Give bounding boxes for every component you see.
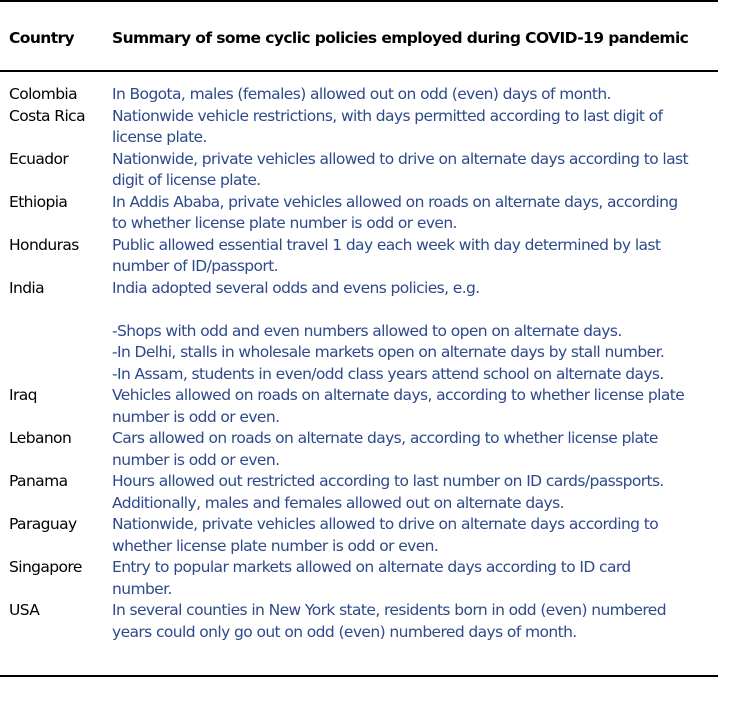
table-row bbox=[0, 192, 718, 235]
summary-line: Nationwide, private vehicles allowed to drive on alternate days according to bbox=[112, 515, 659, 533]
table-header-row bbox=[0, 24, 718, 54]
country-cell: India bbox=[9, 278, 45, 297]
country-cell: Ethiopia bbox=[9, 192, 68, 211]
country-cell: Colombia bbox=[9, 85, 78, 103]
summary-line: number. bbox=[112, 579, 172, 598]
summary-cell bbox=[112, 84, 718, 106]
country-cell: Costa Rica bbox=[9, 106, 85, 125]
country-cell: Honduras bbox=[9, 235, 79, 254]
country-cell: Singapore bbox=[9, 558, 82, 576]
summary-line: to whether license plate number is odd or even. bbox=[112, 214, 457, 232]
summary-cell bbox=[112, 600, 718, 643]
summary-line: -Shops with odd and even numbers allowed to open on alternate days. bbox=[112, 321, 622, 340]
summary-line: digit of license plate. bbox=[112, 171, 261, 189]
summary-line: Nationwide, private vehicles allowed to drive on alternate days according to last bbox=[112, 149, 688, 168]
summary-line: -In Assam, students in even/odd class years attend school on alternate days. bbox=[112, 364, 664, 383]
summary-line: Entry to popular markets allowed on alternate days according to ID card bbox=[112, 558, 631, 576]
table-row bbox=[0, 278, 718, 386]
table-row bbox=[0, 471, 718, 514]
summary-line: In several counties in New York state, residents born in odd (even) numbered bbox=[112, 601, 666, 619]
summary-cell bbox=[112, 278, 718, 386]
summary-line: number is odd or even. bbox=[112, 407, 280, 426]
summary-line: -In Delhi, stalls in wholesale markets open on alternate days by stall number. bbox=[112, 343, 665, 361]
summary-cell bbox=[112, 149, 718, 192]
summary-cell bbox=[112, 192, 718, 235]
country-cell: USA bbox=[9, 601, 40, 619]
table-body bbox=[0, 84, 718, 643]
table-row bbox=[0, 385, 718, 428]
summary-cell bbox=[112, 235, 718, 278]
table-row bbox=[0, 106, 718, 149]
summary-line: India adopted several odds and evens policies, e.g. bbox=[112, 278, 480, 297]
summary-line: Hours allowed out restricted according to last number on ID cards/passports. bbox=[112, 472, 664, 490]
country-cell: Panama bbox=[9, 472, 68, 490]
table-top-rule bbox=[0, 0, 718, 2]
summary-cell bbox=[112, 428, 718, 471]
table-row bbox=[0, 235, 718, 278]
summary-line: Nationwide vehicle restrictions, with days permitted according to last digit of bbox=[112, 106, 663, 125]
summary-cell bbox=[112, 514, 718, 557]
summary-line: Vehicles allowed on roads on alternate days, according to whether license plate bbox=[112, 386, 685, 404]
header-summary: Summary of some cyclic policies employed during COVID-19 pandemic bbox=[112, 29, 689, 47]
table-row bbox=[0, 514, 718, 557]
country-cell: Iraq bbox=[9, 386, 37, 404]
summary-line: Public allowed essential travel 1 day each week with day determined by last bbox=[112, 235, 661, 254]
summary-line: whether license plate number is odd or even. bbox=[112, 536, 439, 555]
summary-line: number of ID/passport. bbox=[112, 257, 279, 275]
header-country: Country bbox=[9, 29, 75, 47]
summary-cell bbox=[112, 106, 718, 149]
summary-line: Cars allowed on roads on alternate days, according to whether license plate bbox=[112, 429, 658, 447]
summary-line: In Addis Ababa, private vehicles allowed on roads on alternate days, according bbox=[112, 192, 678, 211]
table-row bbox=[0, 149, 718, 192]
summary-line: number is odd or even. bbox=[112, 450, 280, 469]
summary-blank-line bbox=[112, 299, 718, 321]
table-bottom-rule bbox=[0, 675, 718, 677]
country-cell: Paraguay bbox=[9, 515, 77, 533]
table-row bbox=[0, 557, 718, 600]
country-cell: Lebanon bbox=[9, 429, 72, 447]
summary-line: In Bogota, males (females) allowed out on odd (even) days of month. bbox=[112, 85, 611, 103]
table-row bbox=[0, 84, 718, 106]
summary-line: license plate. bbox=[112, 128, 207, 146]
table-row bbox=[0, 600, 718, 643]
summary-cell bbox=[112, 557, 718, 600]
summary-line: Additionally, males and females allowed out on alternate days. bbox=[112, 493, 564, 512]
summary-cell bbox=[112, 471, 718, 514]
country-cell: Ecuador bbox=[9, 149, 69, 168]
summary-line: years could only go out on odd (even) numbered days of month. bbox=[112, 622, 577, 641]
table-header-rule bbox=[0, 70, 718, 72]
summary-cell bbox=[112, 385, 718, 428]
table-row bbox=[0, 428, 718, 471]
